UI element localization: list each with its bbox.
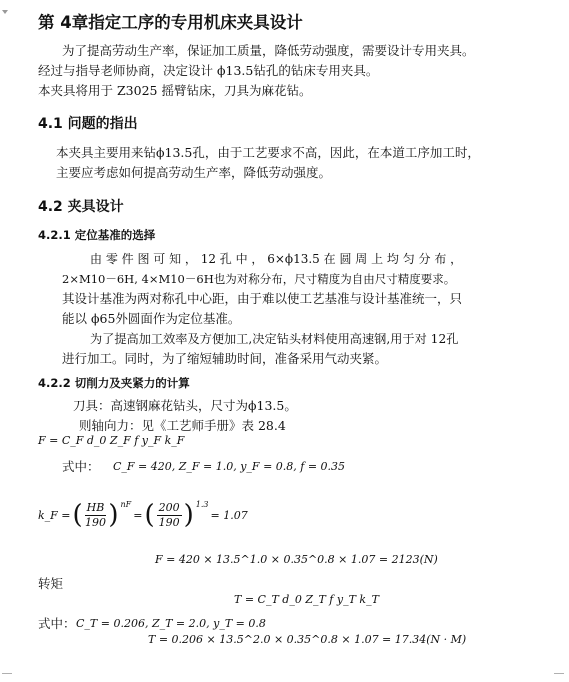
kf-lhs: k_F = [38,508,71,522]
paragraph-line: 能以 ϕ65外圆面作为定位基准。 [62,311,241,326]
paragraph-line: 本夹具将用于 Z3025 摇臂钻床，刀具为麻花钻。 [38,83,312,98]
paragraph-line: 为了提高加工效率及方便加工,决定钻头材料使用高速钢,用于对 12孔 [90,332,459,346]
paragraph-line: 由 零 件 图 可 知 ， 12 孔 中 ， 6×ϕ13.5 在 圆 周 上 均 匀 分 布 ， [90,252,463,266]
kf-fraction: $\frac{200}{190}$ [158,500,180,529]
formula-parameters: C_F = 420, Z_F = 1.0, y_F = 0.8, f = 0.35 [113,460,346,473]
page-corner-mark [2,10,8,14]
paragraph-line: 则轴向力：见《工艺师手册》表 28.4 [79,418,286,433]
where-label: 式中： [38,616,76,631]
paragraph-line: 主要应考虑如何提高劳动生产率，降低劳动强度。 [56,165,332,180]
paragraph-line: 进行加工。同时，为了缩短辅助时间，准备采用气动夹紧。 [62,351,388,366]
subsection-heading-4-2-2: 4.2.2 切削力及夹紧力的计算 [38,376,190,390]
paragraph-line: 其设计基准为两对称孔中心距，由于难以使工艺基准与设计基准统一，只 [62,291,463,306]
paragraph-line: 经过与指导老师协商，决定设计 ϕ13.5钻孔的钻床专用夹具。 [38,63,379,78]
paragraph-line: 2×M10－6H, 4×M10－6H也为对称分布，尺寸精度为自由尺寸精度要求。 [62,272,456,286]
formula-kf: k_F = ( $\frac{HB}{190}$ ) $^{nF}$ = ( $\frac{200}{190}$ ) $^{1.3}$ = 1.07 [38,500,248,530]
formula-axial-force: F = C_F d_0 Z_F f y_F k_F [38,434,185,447]
formula-torque: T = C_T d_0 Z_T f y_T k_T [234,593,379,606]
paragraph-line: 本夹具主要用来钻ϕ13.5孔，由于工艺要求不高，因此，在本道工序加工时， [56,145,480,160]
section-heading-4-1: 4.1 问题的指出 [38,116,138,132]
formula-force-result: F = 420 × 13.5^1.0 × 0.35^0.8 × 1.07 = 2123(N) [155,553,438,566]
paragraph-line: 刀具：高速钢麻花钻头，尺寸为ϕ13.5。 [73,398,297,413]
subsection-heading-4-2-1: 4.2.1 定位基准的选择 [38,228,156,242]
formula-parameters: C_T = 0.206, Z_T = 2.0, y_T = 0.8 [76,617,266,630]
section-heading-4-2: 4.2 夹具设计 [38,199,124,215]
chapter-heading: 第 4章指定工序的专用机床夹具设计 [38,13,303,32]
kf-fraction: $\frac{HB}{190}$ [85,500,107,529]
torque-label: 转矩 [38,576,64,591]
where-label: 式中： [62,459,100,474]
formula-torque-result: T = 0.206 × 13.5^2.0 × 0.35^0.8 × 1.07 = 17.34(N · M) [148,633,467,646]
paragraph-line: 为了提高劳动生产率，保证加工质量，降低劳动强度，需要设计专用夹具。 [62,43,475,58]
